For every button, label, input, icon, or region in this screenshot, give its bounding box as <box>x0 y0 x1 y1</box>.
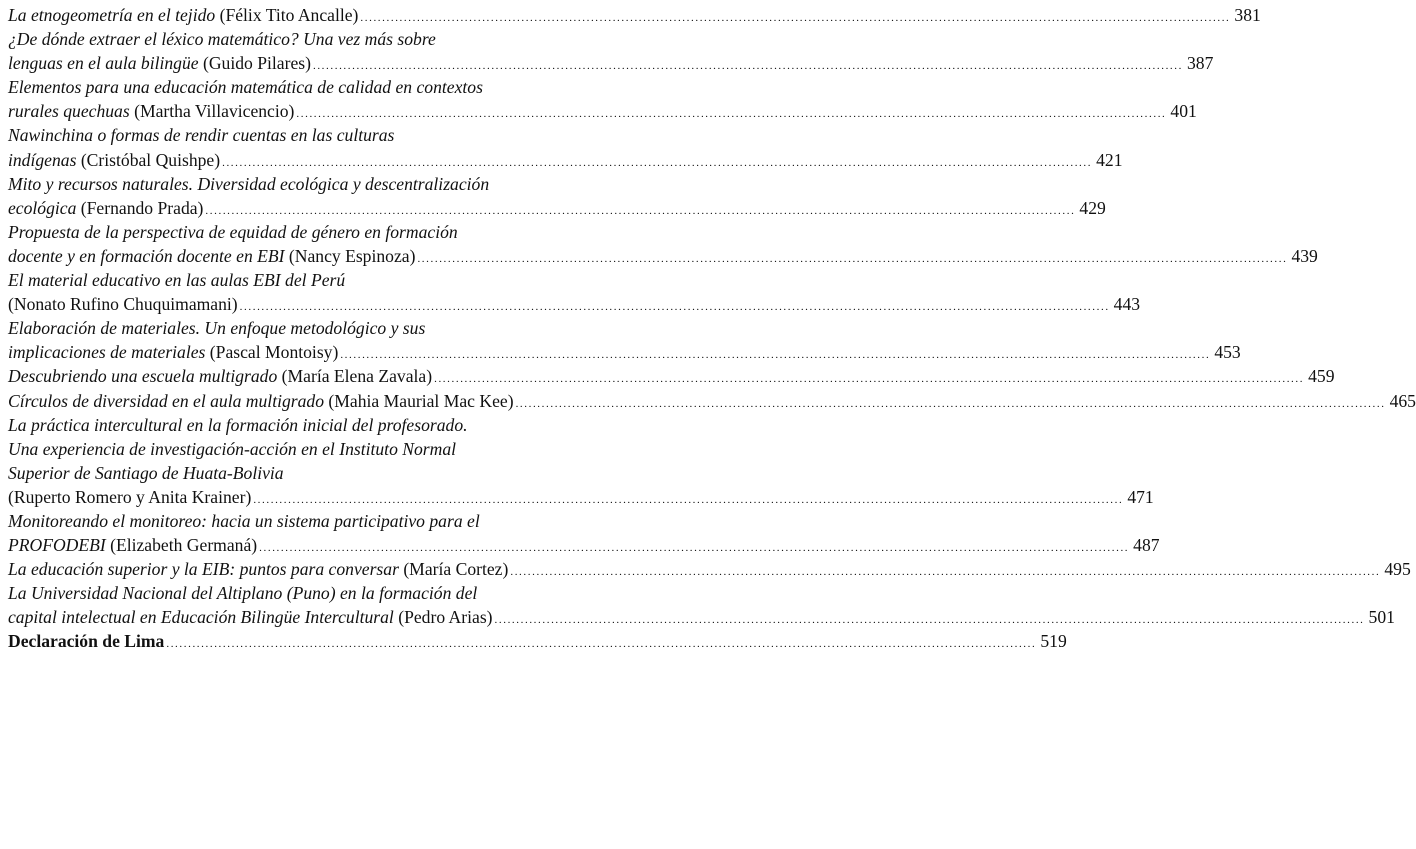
toc-entry-text <box>8 509 574 533</box>
toc-entry-line <box>8 509 574 533</box>
toc-entry-line <box>8 533 1160 557</box>
toc-entry-line <box>8 413 574 437</box>
toc-entry-text <box>8 437 574 461</box>
toc-entry-title: Elaboración de materiales. Un enfoque metodológico y sus <box>8 318 426 339</box>
toc-entry-author: (Pedro Arias) <box>393 607 493 628</box>
toc-entry-author: (Cristóbal Quishpe) <box>76 149 221 170</box>
toc-page-number: 439 <box>1291 245 1318 266</box>
toc-entry-author: (Nancy Espinoza) <box>284 245 416 266</box>
toc-entry-line <box>8 340 1241 364</box>
toc-entry-title: Mito y recursos naturales. Diversidad ecológica y descentralización <box>8 173 490 194</box>
dot-leader: ........................................................................................................................................................................................................ <box>510 566 1381 579</box>
toc-entry-title: ecológica <box>8 197 77 218</box>
toc-entry-line <box>8 220 574 244</box>
toc-entry-title: Una experiencia de investigación-acción en el Instituto Normal <box>8 438 457 459</box>
toc-entry-line <box>8 461 574 485</box>
toc-page-number: 465 <box>1389 390 1416 411</box>
toc-entry-line <box>8 123 574 147</box>
toc-entry-title: Monitoreando el monitoreo: hacia un sistema participativo para el <box>8 510 480 531</box>
toc-entry-text <box>8 268 574 292</box>
toc-entry-title: Elementos para una educación matemática de calidad en contextos <box>8 77 483 98</box>
toc-entry-text <box>8 533 257 557</box>
toc-entry-title: indígenas <box>8 149 77 170</box>
toc-page-number: 401 <box>1170 101 1197 122</box>
toc-entry-bold-title: Declaración de Lima <box>8 631 165 652</box>
toc-entry[interactable] <box>8 123 1123 171</box>
toc-page-number: 471 <box>1127 486 1154 507</box>
toc-entry-line <box>8 557 1411 581</box>
toc-entry-line <box>8 581 574 605</box>
dot-leader: ........................................................................................................................................................................................................ <box>434 373 1305 386</box>
dot-leader: ........................................................................................................................................................................................................ <box>515 397 1386 410</box>
toc-entry[interactable] <box>8 581 1395 629</box>
toc-entry-author: (Mahia Maurial Mac Kee) <box>324 390 514 411</box>
toc-entry-text <box>8 292 238 316</box>
toc-entry-text <box>8 316 574 340</box>
toc-entry-title: implicaciones de materiales <box>8 342 206 363</box>
toc-page-number: 519 <box>1040 631 1067 652</box>
toc-page-number: 429 <box>1079 197 1106 218</box>
dot-leader: ........................................................................................................................................................................................................ <box>205 204 1076 217</box>
toc-entry-title: Descubriendo una escuela multigrado <box>8 366 278 387</box>
toc-entry-author: (Guido Pilares) <box>198 53 311 74</box>
dot-leader: ........................................................................................................................................................................................................ <box>296 108 1167 121</box>
toc-entry-line <box>8 196 1106 220</box>
toc-entry-author: (Félix Tito Ancalle) <box>215 5 359 25</box>
toc-entry-text <box>8 51 311 75</box>
toc-entry[interactable] <box>8 3 1261 27</box>
toc-entry-line <box>8 51 1214 75</box>
dot-leader: ........................................................................................................................................................................................................ <box>360 12 1231 24</box>
toc-entry-author: (María Cortez) <box>398 559 509 580</box>
toc-entry-author: (Martha Villavicencio) <box>129 101 295 122</box>
toc-entry-text <box>8 3 358 27</box>
toc-page-number: 453 <box>1214 342 1241 363</box>
toc-entry-line <box>8 172 574 196</box>
toc-page-number: 459 <box>1308 366 1335 387</box>
toc-entry-text <box>8 148 220 172</box>
toc-entry-title: docente y en formación docente en EBI <box>8 245 285 266</box>
toc-entry-author: (Pascal Montoisy) <box>205 342 339 363</box>
toc-entry-text <box>8 461 574 485</box>
toc-entry-text <box>8 629 164 653</box>
toc-entry[interactable] <box>8 220 1318 268</box>
toc-entry-text <box>8 581 574 605</box>
toc-entry-author: (Elizabeth Germaná) <box>105 535 258 556</box>
toc-entry-title: Propuesta de la perspectiva de equidad de género en formación <box>8 221 458 242</box>
toc-entry-title: rurales quechuas <box>8 101 130 122</box>
toc-page-number: 487 <box>1133 535 1160 556</box>
dot-leader: ........................................................................................................................................................................................................ <box>166 638 1037 651</box>
toc-page-number: 443 <box>1113 294 1141 315</box>
toc-entry-text <box>8 389 514 413</box>
dot-leader: ........................................................................................................................................................................................................ <box>417 252 1288 265</box>
toc-entry-text <box>8 172 574 196</box>
toc-entry-author: (Nonato Rufino Chuquimamani) <box>8 294 238 315</box>
toc-entry-line <box>8 27 574 51</box>
toc-entry-text <box>8 27 574 51</box>
toc-entry-title: Superior de Santiago de Huata-Bolivia <box>8 462 284 483</box>
toc-entry-title: La práctica intercultural en la formación inicial del profesorado. <box>8 414 468 435</box>
dot-leader: ........................................................................................................................................................................................................ <box>253 493 1124 506</box>
toc-entry-text <box>8 413 574 437</box>
toc-entry[interactable] <box>8 364 1335 388</box>
toc-entry-author: (María Elena Zavala) <box>277 366 433 387</box>
toc-entry-text <box>8 220 574 244</box>
toc-entry-text <box>8 75 574 99</box>
toc-entry-title: La etnogeometría en el tejido <box>8 5 216 25</box>
toc-entry-author: (Ruperto Romero y Anita Krainer) <box>8 486 252 507</box>
toc-entry-title: El material educativo en las aulas EBI del Perú <box>8 270 346 291</box>
toc-entry-text <box>8 99 294 123</box>
toc-entry[interactable] <box>8 629 1067 653</box>
toc-entry-author: (Fernando Prada) <box>76 197 204 218</box>
toc-entry-line <box>8 244 1318 268</box>
toc-entry-line <box>8 437 574 461</box>
toc-entry-text <box>8 485 251 509</box>
toc-entry-line <box>8 316 574 340</box>
toc-entry-title: capital intelectual en Educación Bilingüe Intercultural <box>8 607 394 628</box>
toc-entry-line <box>8 3 1261 27</box>
toc-page-number: 495 <box>1384 559 1411 580</box>
toc-page-number: 501 <box>1368 607 1395 628</box>
toc-entry[interactable] <box>8 557 1411 581</box>
toc-page-number: 387 <box>1186 53 1214 74</box>
toc-entry-title: La Universidad Nacional del Altiplano (Puno) en la formación del <box>8 583 478 604</box>
toc-entry-text <box>8 340 338 364</box>
toc-entry[interactable] <box>8 27 1214 75</box>
toc-entry-line <box>8 148 1123 172</box>
dot-leader: ........................................................................................................................................................................................................ <box>222 156 1093 169</box>
toc-entry-text <box>8 196 203 220</box>
toc-entry-text <box>8 244 415 268</box>
dot-leader: ........................................................................................................................................................................................................ <box>239 301 1110 314</box>
toc-entry[interactable] <box>8 389 1416 413</box>
toc-entry-text <box>8 123 574 147</box>
toc-entry-title: lenguas en el aula bilingüe <box>8 53 199 74</box>
toc-entry[interactable] <box>8 172 1106 220</box>
toc-entry-line <box>8 292 1141 316</box>
toc-entry[interactable] <box>8 316 1241 364</box>
toc-entry-line <box>8 485 1154 509</box>
dot-leader: ........................................................................................................................................................................................................ <box>312 60 1183 73</box>
toc-entry-title: ¿De dónde extraer el léxico matemático? Una vez más sobre <box>8 29 436 50</box>
table-of-contents <box>8 3 1416 654</box>
toc-entry[interactable] <box>8 509 1160 557</box>
toc-entry[interactable] <box>8 268 1141 316</box>
toc-entry-title: PROFODEBI <box>8 535 106 556</box>
toc-entry-line <box>8 99 1197 123</box>
dot-leader: ........................................................................................................................................................................................................ <box>494 614 1365 627</box>
toc-entry-text <box>8 557 508 581</box>
toc-entry-line <box>8 75 574 99</box>
toc-entry-title: Nawinchina o formas de rendir cuentas en las culturas <box>8 125 395 146</box>
toc-entry-line <box>8 268 574 292</box>
toc-entry[interactable] <box>8 75 1197 123</box>
toc-entry-line <box>8 605 1395 629</box>
toc-entry-line <box>8 389 1416 413</box>
dot-leader: ........................................................................................................................................................................................................ <box>259 542 1130 555</box>
toc-entry-line <box>8 364 1335 388</box>
dot-leader: ........................................................................................................................................................................................................ <box>340 349 1211 362</box>
toc-entry-title: Círculos de diversidad en el aula multigrado <box>8 390 325 411</box>
toc-entry[interactable] <box>8 413 1154 509</box>
toc-page-number: 381 <box>1234 5 1261 25</box>
toc-entry-text <box>8 364 432 388</box>
toc-entry-text <box>8 605 493 629</box>
toc-entry-title: La educación superior y la EIB: puntos para conversar <box>8 559 399 580</box>
toc-entry-line <box>8 629 1067 653</box>
toc-page-number: 421 <box>1096 149 1123 170</box>
